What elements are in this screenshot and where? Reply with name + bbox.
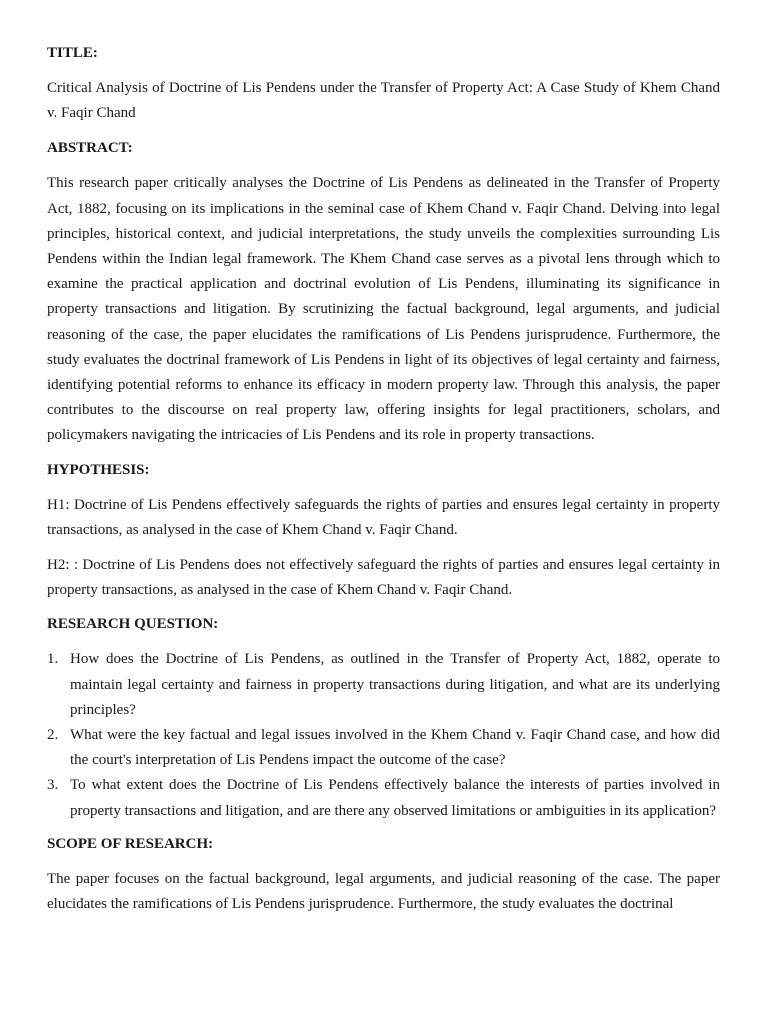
list-item-text: What were the key factual and legal issues involved in the Khem Chand v. Faqir Chand case, and how did the court's interpretation of Lis Pendens impact the outcome of the case?	[70, 727, 720, 769]
title-text: Critical Analysis of Doctrine of Lis Pendens under the Transfer of Property Act: A Case Study of Khem Chand v. Faqir Chand	[47, 80, 720, 122]
list-item-number: 3.	[47, 777, 59, 794]
list-item	[47, 723, 720, 773]
research-question-list	[47, 647, 720, 823]
list-item-text: How does the Doctrine of Lis Pendens, as outlined in the Transfer of Property Act, 1882, operate to maintain legal certainty and fairness in property transactions during litigation, and what are its underlying principles?	[70, 651, 720, 718]
hypothesis-h2: H2: : Doctrine of Lis Pendens does not effectively safeguard the rights of parties and ensures legal certainty in property transactions, as analysed in the case of Khem Chand v. Faqir Chand.	[47, 557, 720, 599]
hypothesis-h1: H1: Doctrine of Lis Pendens effectively safeguards the rights of parties and ensures legal certainty in property transactions, as analysed in the case of Khem Chand v. Faqir Chand.	[47, 496, 720, 538]
list-item-number: 2.	[47, 727, 59, 744]
research-question-heading: RESEARCH QUESTION:	[47, 616, 219, 633]
title-heading: TITLE:	[47, 45, 98, 61]
list-item-number: 1.	[47, 651, 59, 668]
scope-heading: SCOPE OF RESEARCH:	[47, 835, 214, 852]
list-item	[47, 647, 720, 723]
list-item	[47, 773, 720, 823]
abstract-text: This research paper critically analyses the Doctrine of Lis Pendens as delineated in the Transfer of Property Act, 1882, focusing on its implications in the seminal case of Khem Chand v. Faqir Chand. Delving into legal principles, historical context, and judicial interpretations, the study unveils the complexities surrounding Lis Pendens within the Indian legal framework. The Khem Chand case serves as a pivotal lens through which to examine the practical application and doctrinal evolution of Lis Pendens, illuminating its significance in property transactions and litigation. By scrutinizing the factual background, legal arguments, and judicial reasoning of the case, the paper elucidates the ramifications of Lis Pendens jurisprudence. Furthermore, the study evaluates the doctrinal framework of Lis Pendens in light of its objectives of legal certainty and fairness, identifying potential reforms to enhance its efficacy in modern property law. Through this analysis, the paper contributes to the discourse on real property law, offering insights for legal practitioners, scholars, and policymakers navigating the intricacies of Lis Pendens and its role in property transactions.	[47, 175, 720, 444]
hypothesis-heading: HYPOTHESIS:	[47, 461, 150, 478]
abstract-heading: ABSTRACT:	[47, 140, 133, 157]
list-item-text: To what extent does the Doctrine of Lis Pendens effectively balance the interests of parties involved in property transactions and litigation, and are there any observed limitations or ambiguities in its application?	[70, 777, 720, 819]
scope-text: The paper focuses on the factual background, legal arguments, and judicial reasoning of the case. The paper elucidates the ramifications of Lis Pendens jurisprudence. Furthermore, the study evaluates the doctrinal	[47, 870, 720, 913]
